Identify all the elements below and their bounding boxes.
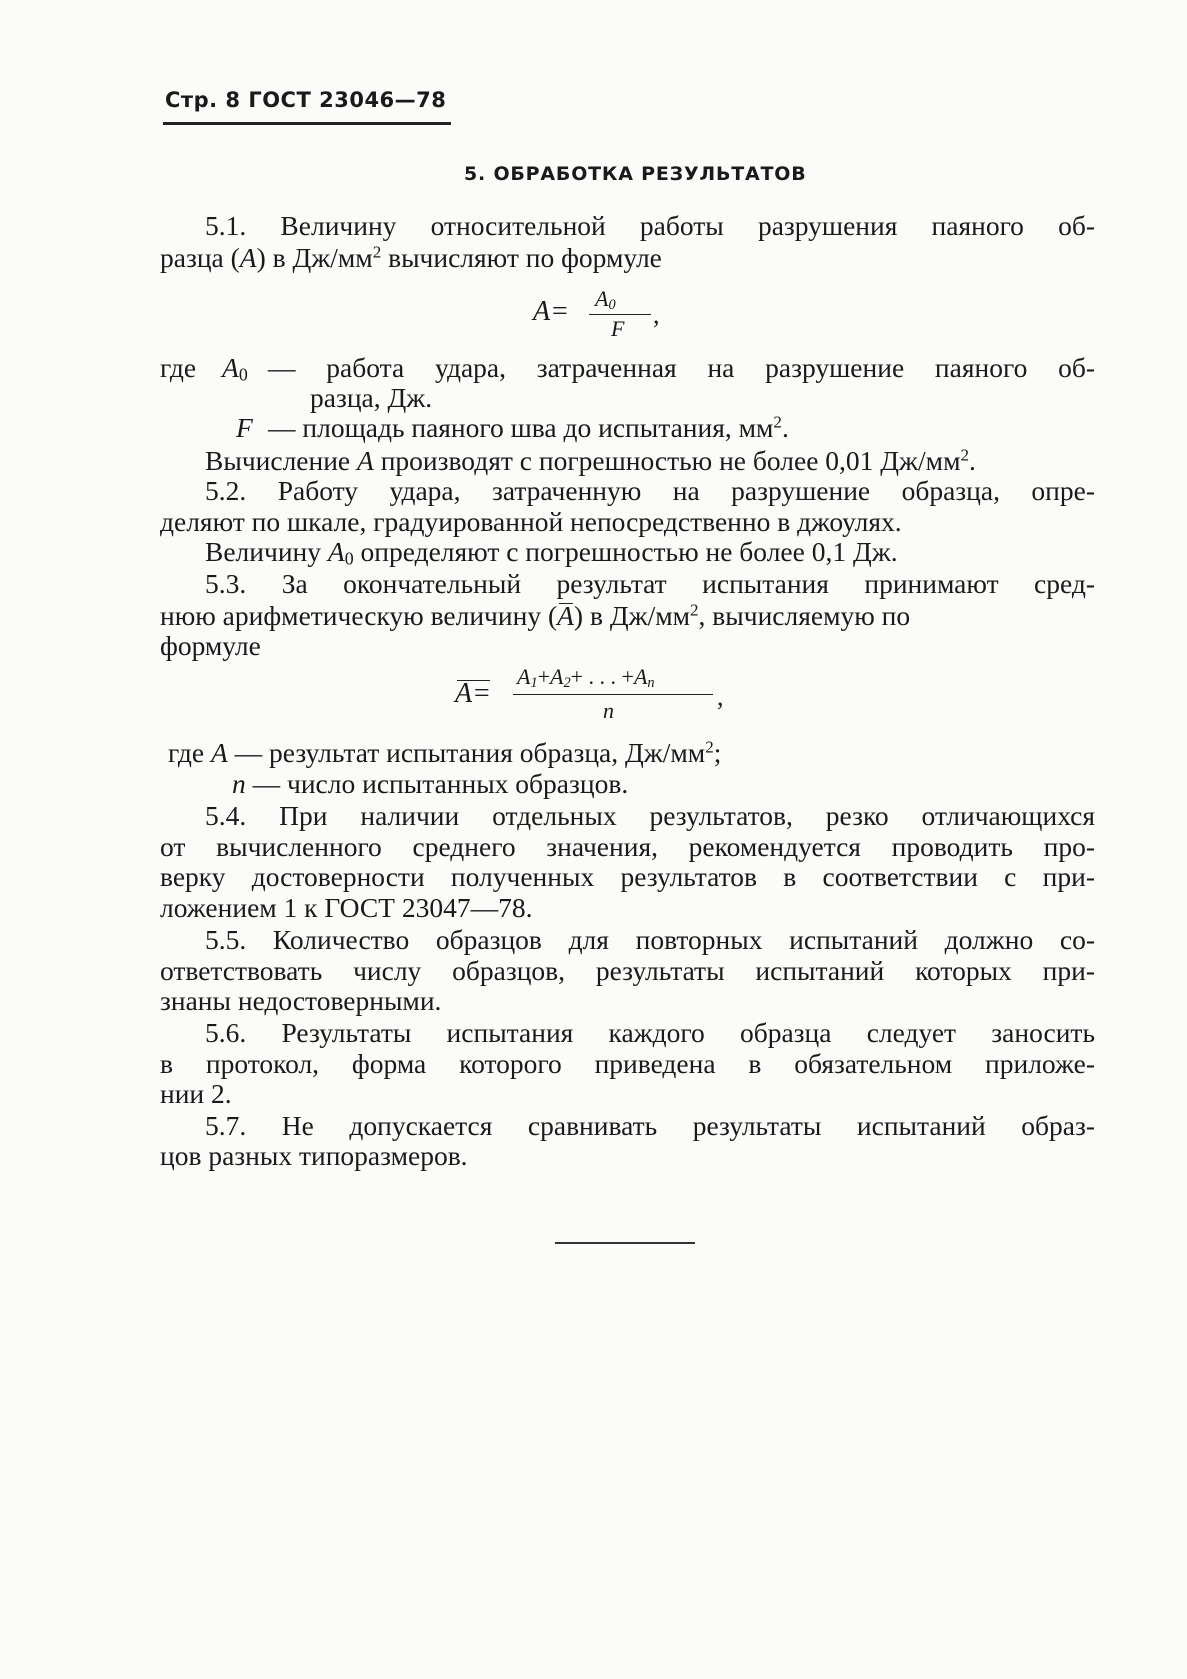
p5-2-line3 [205, 537, 898, 567]
p5-3-line2 [160, 601, 1095, 631]
p5-3-line1: 5.3. За окончательный результат испытания принимают сред- [205, 568, 1095, 599]
where2-a-line [168, 738, 721, 768]
formula-numerator [595, 286, 616, 312]
where1-f-text [268, 413, 789, 443]
variable-a-mean: A= [455, 678, 491, 709]
text-run: . [969, 445, 976, 476]
p5-5-line3: знаны недостоверными. [160, 985, 442, 1016]
p5-4-line1: 5.4. При наличии отдельных результатов, резко отличающихся [205, 800, 1095, 831]
variable-a-mean: A [557, 600, 574, 631]
where1-a0-symbol [222, 353, 248, 383]
subscript: 0 [608, 296, 616, 313]
p5-4-line4: ложением 1 к ГОСТ 23047—78. [160, 892, 533, 923]
where1-a0-cont: разца, Дж. [310, 382, 433, 413]
where1-lead: где [160, 352, 197, 383]
formula-relative-work [533, 286, 693, 352]
subscript: 0 [344, 548, 354, 569]
formula-comma: , [653, 300, 660, 329]
p5-3-line3: формуле [160, 630, 261, 661]
text-run: , вычисляемую по [698, 600, 911, 631]
variable-an: A [633, 664, 648, 689]
where1-a0-text: — работа удара, затраченная на разрушение паяного об- [268, 352, 1095, 383]
text-run: . [781, 412, 789, 443]
text-run: ; [713, 737, 722, 768]
variable-a: A [327, 536, 345, 567]
variable-a: A [239, 242, 257, 273]
p5-4-line2: от вычисленного среднего значения, рекомендуется проводить про- [160, 831, 1095, 862]
p5-2-line2: деляют по шкале, градуированной непосредственно в джоулях. [160, 506, 902, 537]
variable-a: A [222, 352, 239, 383]
p5-5-line1: 5.5. Количество образцов для повторных испытаний должно со- [205, 924, 1095, 955]
p5-7-line2: цов разных типоразмеров. [160, 1140, 468, 1171]
where2-n-line [232, 769, 628, 799]
p5-6-line1: 5.6. Результаты испытания каждого образца следует заносить [205, 1017, 1095, 1048]
variable-a: A [357, 445, 374, 476]
superscript: 2 [705, 737, 714, 757]
text-run: Величину [205, 536, 328, 567]
text-run: — число испытанных образцов. [245, 768, 629, 799]
p5-4-line3: верку достоверности полученных результатов в соответствии с при- [160, 861, 1095, 892]
fraction-bar [513, 694, 713, 695]
p5-1-line2 [160, 243, 662, 273]
formula-denominator: F [611, 316, 625, 341]
text-run: вычисляют по формуле [381, 242, 662, 273]
p5-1-line1: 5.1. Величину относительной работы разрушения паяного об- [205, 210, 1095, 241]
superscript: 2 [960, 445, 969, 465]
section-title: 5. ОБРАБОТКА РЕЗУЛЬТАТОВ [464, 163, 807, 185]
text-run: нюю арифметическую величину ( [160, 600, 558, 631]
p5-5-line2: ответствовать числу образцов, результаты испытаний которых при- [160, 955, 1095, 986]
subscript: 0 [238, 364, 248, 385]
subscript: n [647, 674, 655, 691]
text-run: — площадь паяного шва до испытания, мм [268, 412, 774, 443]
variable-a: A [210, 737, 228, 768]
where1-f-symbol: F [236, 412, 253, 443]
superscript: 2 [690, 600, 699, 620]
formula-denominator: n [603, 698, 614, 723]
variable-a2: A [550, 664, 564, 689]
p5-3-line2-left [160, 601, 910, 631]
variable-a0: A [595, 286, 609, 311]
formula-lhs: A= [533, 296, 569, 327]
running-head: Стр. 8 ГОСТ 23046—78 [165, 88, 447, 112]
ellipsis-sum: + . . . + [570, 664, 634, 689]
p5-6-line2: в протокол, форма которого приведена в обязательном приложе- [160, 1048, 1095, 1079]
text-run: производят с погрешностью не более 0,01 Дж/мм [373, 445, 961, 476]
text-run: разца ( [160, 242, 240, 273]
superscript: 2 [773, 412, 782, 432]
text-run: где [168, 737, 205, 768]
formula-numerator [517, 664, 655, 690]
subscript: 2 [563, 674, 571, 691]
formula-comma: , [717, 682, 724, 711]
header-rule [163, 122, 451, 125]
formula-mean-result [455, 664, 755, 736]
p5-6-line3: нии 2. [160, 1078, 232, 1109]
formula-lhs [455, 678, 491, 710]
text-run: ) в Дж/мм [573, 600, 691, 631]
text-run: определяют с погрешностью не более 0,1 Дж. [353, 536, 898, 567]
text-run: Вычисление [205, 445, 358, 476]
variable-n: n [232, 768, 246, 799]
calc-precision-line [205, 446, 976, 476]
fraction-bar [589, 314, 651, 315]
end-rule [555, 1242, 695, 1244]
text-run: ) в Дж/мм [256, 242, 373, 273]
subscript: 1 [530, 674, 538, 691]
text-run: — результат испытания образца, Дж/мм [227, 737, 706, 768]
p5-2-line1: 5.2. Работу удара, затраченную на разрушение образца, опре- [205, 475, 1095, 506]
variable-a1: A [517, 664, 531, 689]
p5-7-line1: 5.7. Не допускается сравнивать результаты испытаний образ- [205, 1110, 1095, 1141]
superscript: 2 [372, 242, 382, 262]
plus-sign: + [537, 664, 551, 689]
